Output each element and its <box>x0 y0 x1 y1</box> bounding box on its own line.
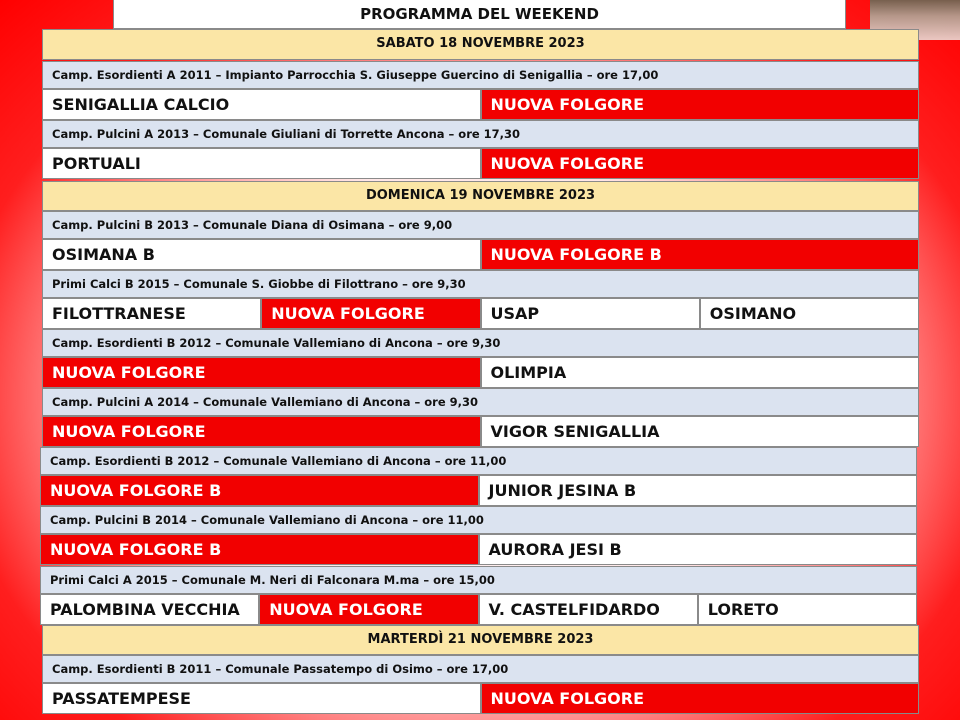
team-cell-highlight: NUOVA FOLGORE B <box>40 475 479 506</box>
team-cell-highlight: NUOVA FOLGORE <box>481 89 920 120</box>
team-cell: PALOMBINA VECCHIA <box>40 594 259 625</box>
team-cell-highlight: NUOVA FOLGORE B <box>40 534 479 565</box>
team-cell: AURORA JESI B <box>479 534 918 565</box>
team-cell: OSIMANA B <box>42 239 481 270</box>
match-teams-row <box>42 357 919 388</box>
team-cell: USAP <box>481 298 700 329</box>
match-teams-row <box>40 475 917 506</box>
match-info: Primi Calci B 2015 – Comunale S. Giobbe di Filottrano – ore 9,30 <box>42 270 919 298</box>
team-cell: LORETO <box>698 594 917 625</box>
match-info: Camp. Pulcini B 2014 – Comunale Vallemiano di Ancona – ore 11,00 <box>40 506 917 534</box>
match-info: Camp. Pulcini A 2014 – Comunale Vallemiano di Ancona – ore 9,30 <box>42 388 919 416</box>
match-info: Primi Calci A 2015 – Comunale M. Neri di Falconara M.ma – ore 15,00 <box>40 566 917 594</box>
team-cell: PORTUALI <box>42 148 481 179</box>
team-cell-highlight: NUOVA FOLGORE <box>42 416 481 447</box>
team-cell: OLIMPIA <box>481 357 920 388</box>
match-teams-row <box>42 148 919 179</box>
team-cell: SENIGALLIA CALCIO <box>42 89 481 120</box>
match-teams-row <box>42 416 919 447</box>
match-info: Camp. Esordienti B 2012 – Comunale Vallemiano di Ancona – ore 11,00 <box>40 447 917 475</box>
team-cell: VIGOR SENIGALLIA <box>481 416 920 447</box>
match-teams-row <box>42 683 919 714</box>
team-cell: V. CASTELFIDARDO <box>479 594 698 625</box>
match-info: Camp. Pulcini A 2013 – Comunale Giuliani di Torrette Ancona – ore 17,30 <box>42 120 919 148</box>
team-cell-highlight: NUOVA FOLGORE <box>481 683 920 714</box>
team-cell-highlight: NUOVA FOLGORE <box>259 594 478 625</box>
team-cell-highlight: NUOVA FOLGORE B <box>481 239 920 270</box>
match-info: Camp. Esordienti B 2011 – Comunale Passatempo di Osimo – ore 17,00 <box>42 655 919 683</box>
team-cell-highlight: NUOVA FOLGORE <box>261 298 480 329</box>
match-teams-row <box>40 594 917 625</box>
team-cell: JUNIOR JESINA B <box>479 475 918 506</box>
team-cell: PASSATEMPESE <box>42 683 481 714</box>
day-header-saturday: SABATO 18 NOVEMBRE 2023 <box>42 29 919 60</box>
day-header-tuesday: MARTERDÌ 21 NOVEMBRE 2023 <box>42 625 919 655</box>
team-cell: FILOTTRANESE <box>42 298 261 329</box>
team-cell-highlight: NUOVA FOLGORE <box>481 148 920 179</box>
match-teams-row <box>42 239 919 270</box>
match-teams-row <box>40 534 917 565</box>
match-teams-row <box>42 89 919 120</box>
match-info: Camp. Pulcini B 2013 – Comunale Diana di Osimana – ore 9,00 <box>42 211 919 239</box>
team-cell-highlight: NUOVA FOLGORE <box>42 357 481 388</box>
team-cell: OSIMANO <box>700 298 919 329</box>
match-info: Camp. Esordienti A 2011 – Impianto Parrocchia S. Giuseppe Guercino di Senigallia – ore 17,00 <box>42 61 919 89</box>
match-info: Camp. Esordienti B 2012 – Comunale Vallemiano di Ancona – ore 9,30 <box>42 329 919 357</box>
day-header-sunday: DOMENICA 19 NOVEMBRE 2023 <box>42 181 919 211</box>
match-teams-row <box>42 298 919 329</box>
page-title: PROGRAMMA DEL WEEKEND <box>113 0 846 29</box>
